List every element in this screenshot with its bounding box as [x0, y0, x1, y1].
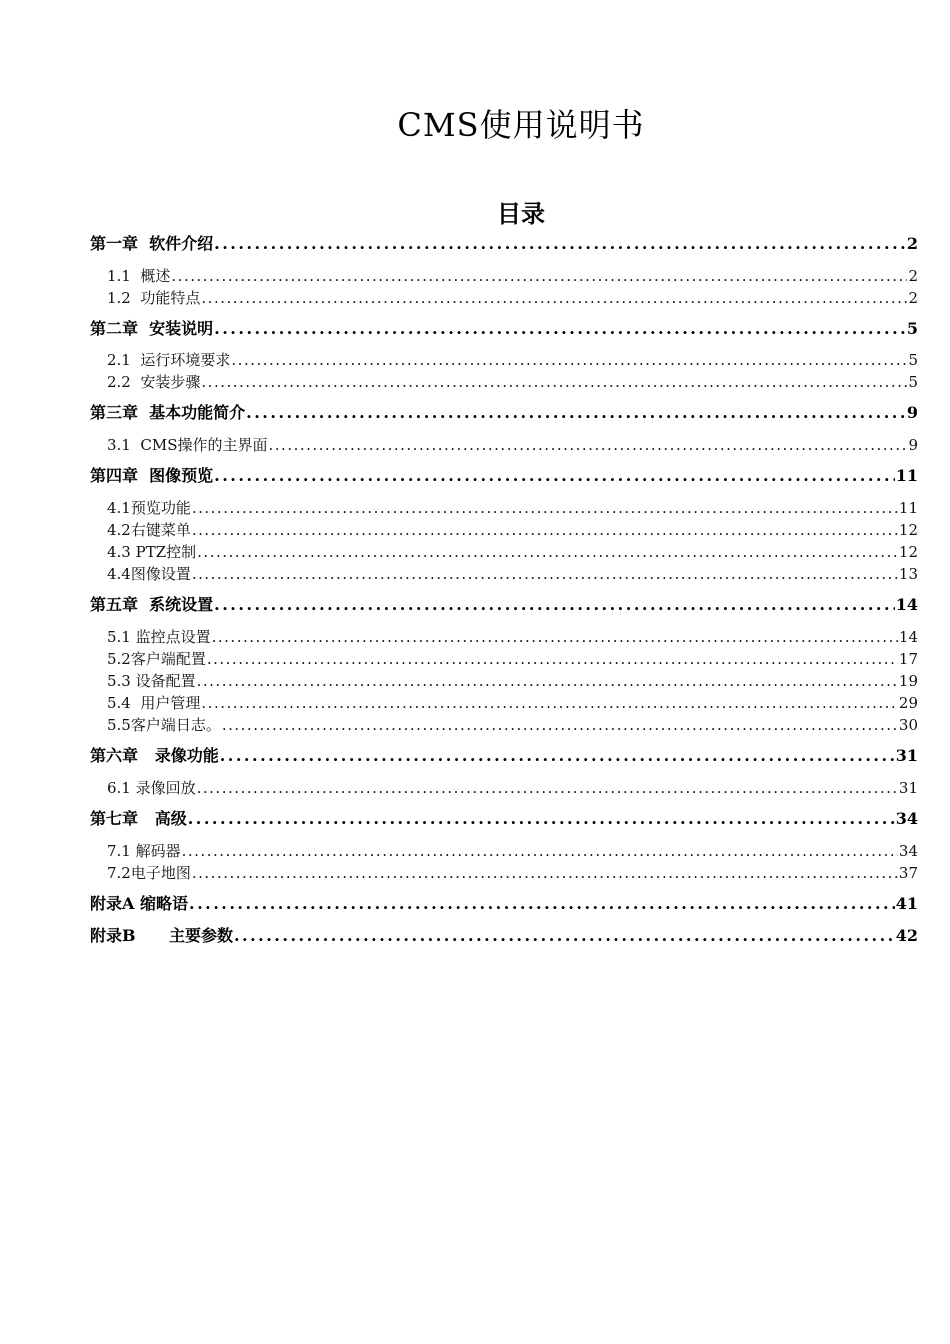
- toc-page-number: 31: [895, 746, 918, 765]
- toc-page-number: 14: [898, 628, 918, 646]
- toc-entry-label: 7.2电子地图: [107, 864, 191, 882]
- toc-entry-label: 2.2 安装步骤: [107, 373, 201, 391]
- toc-dot-leader: [197, 541, 898, 563]
- toc-page-number: 37: [898, 864, 918, 882]
- toc-page-number: 31: [898, 779, 918, 797]
- toc-dot-leader: [201, 692, 898, 714]
- toc-entry-label: 5.5客户端日志。: [107, 716, 221, 734]
- toc-page-number: 5: [908, 351, 918, 369]
- toc-dot-leader: [222, 714, 898, 736]
- toc-dot-leader: [182, 840, 898, 862]
- toc-entry-label: 第三章 基本功能简介: [90, 403, 246, 422]
- toc-dot-leader: [207, 648, 898, 670]
- toc-dot-leader: [192, 862, 898, 884]
- toc-page-number: 2: [906, 234, 918, 253]
- toc-page-number: 13: [898, 565, 918, 583]
- toc-page-number: 14: [895, 595, 918, 614]
- toc-entry-label: 2.1 运行环境要求: [107, 351, 231, 369]
- toc-entry-label: 5.1 监控点设置: [107, 628, 211, 646]
- toc-dot-leader: [231, 349, 907, 371]
- toc-heading: 目录: [497, 199, 545, 228]
- toc-dot-leader: [189, 893, 895, 915]
- toc-page-number: 19: [898, 672, 918, 690]
- toc-entry-label: 5.3 设备配置: [107, 672, 196, 690]
- toc-dot-leader: [201, 371, 907, 393]
- toc-chapter-entry[interactable]: [90, 808, 918, 830]
- toc-page-number: 12: [898, 521, 918, 539]
- toc-section-entry[interactable]: [107, 563, 918, 585]
- toc-entry-label: 第二章 安装说明: [90, 319, 214, 338]
- toc-page-number: 41: [895, 894, 918, 913]
- toc-entry-label: 1.1 概述: [107, 267, 171, 285]
- toc-section-entry[interactable]: [107, 862, 918, 884]
- toc-dot-leader: [214, 233, 906, 255]
- toc-section-entry[interactable]: [107, 626, 918, 648]
- toc-page-number: 9: [906, 403, 918, 422]
- toc-chapter-entry[interactable]: [90, 402, 918, 424]
- toc-dot-leader: [197, 777, 898, 799]
- toc-chapter-entry[interactable]: [90, 318, 918, 340]
- toc-dot-leader: [214, 594, 895, 616]
- toc-page-number: 34: [898, 842, 918, 860]
- toc-section-entry[interactable]: [107, 541, 918, 563]
- toc-entry-label: 5.4 用户管理: [107, 694, 201, 712]
- toc-entry-label: 4.2右键菜单: [107, 521, 191, 539]
- toc-page-number: 5: [908, 373, 918, 391]
- toc-dot-leader: [192, 497, 898, 519]
- toc-section-entry[interactable]: [107, 692, 918, 714]
- toc-entry-label: 第四章 图像预览: [90, 466, 214, 485]
- toc-entry-label: 1.2 功能特点: [107, 289, 201, 307]
- toc-section-entry[interactable]: [107, 670, 918, 692]
- toc-dot-leader: [234, 925, 895, 947]
- toc-page-number: 29: [898, 694, 918, 712]
- toc-chapter-entry[interactable]: [90, 745, 918, 767]
- toc-chapter-entry[interactable]: [90, 594, 918, 616]
- toc-section-entry[interactable]: [107, 497, 918, 519]
- toc-section-entry[interactable]: [107, 349, 918, 371]
- toc-entry-label: 6.1 录像回放: [107, 779, 196, 797]
- toc-dot-leader: [171, 265, 907, 287]
- toc-section-entry[interactable]: [107, 287, 918, 309]
- toc-page-number: 9: [908, 436, 918, 454]
- toc-section-entry[interactable]: [107, 714, 918, 736]
- toc-section-entry[interactable]: [107, 840, 918, 862]
- toc-page-number: 11: [895, 466, 918, 485]
- toc-dot-leader: [192, 563, 898, 585]
- toc-dot-leader: [188, 808, 895, 830]
- toc-chapter-entry[interactable]: [90, 233, 918, 255]
- toc-entry-label: 第七章 高级: [90, 809, 187, 828]
- toc-page-number: 2: [908, 267, 918, 285]
- toc-entry-label: 第一章 软件介绍: [90, 234, 214, 253]
- toc-dot-leader: [246, 402, 906, 424]
- toc-section-entry[interactable]: [107, 265, 918, 287]
- toc-entry-label: 4.1预览功能: [107, 499, 191, 517]
- toc-page-number: 34: [895, 809, 918, 828]
- toc-dot-leader: [201, 287, 907, 309]
- toc-section-entry[interactable]: [107, 434, 918, 456]
- toc-entry-label: 附录B 主要参数: [90, 926, 233, 945]
- toc-page-number: 30: [898, 716, 918, 734]
- toc-dot-leader: [214, 465, 895, 487]
- toc-dot-leader: [269, 434, 908, 456]
- toc-dot-leader: [214, 318, 906, 340]
- toc-dot-leader: [212, 626, 898, 648]
- toc-entry-label: 4.3 PTZ控制: [107, 543, 197, 561]
- toc-dot-leader: [220, 745, 895, 767]
- toc-page-number: 11: [898, 499, 918, 517]
- toc-chapter-entry[interactable]: [90, 925, 918, 947]
- toc-section-entry[interactable]: [107, 371, 918, 393]
- toc-entry-label: 3.1 CMS操作的主界面: [107, 436, 268, 454]
- toc-page-number: 2: [908, 289, 918, 307]
- toc-entry-label: 4.4图像设置: [107, 565, 191, 583]
- toc-section-entry[interactable]: [107, 519, 918, 541]
- toc-entry-label: 第五章 系统设置: [90, 595, 214, 614]
- toc-section-entry[interactable]: [107, 777, 918, 799]
- toc-dot-leader: [197, 670, 898, 692]
- toc-entry-label: 7.1 解码器: [107, 842, 181, 860]
- toc-entry-label: 附录A 缩略语: [90, 894, 188, 913]
- document-title: CMS使用说明书: [397, 106, 645, 144]
- toc-page-number: 5: [906, 319, 918, 338]
- toc-page-number: 17: [898, 650, 918, 668]
- toc-entry-label: 5.2客户端配置: [107, 650, 206, 668]
- toc-section-entry[interactable]: [107, 648, 918, 670]
- toc-page-number: 12: [898, 543, 918, 561]
- toc-chapter-entry[interactable]: [90, 465, 918, 487]
- toc-page-number: 42: [895, 926, 918, 945]
- toc-dot-leader: [192, 519, 898, 541]
- toc-chapter-entry[interactable]: [90, 893, 918, 915]
- toc-entry-label: 第六章 录像功能: [90, 746, 219, 765]
